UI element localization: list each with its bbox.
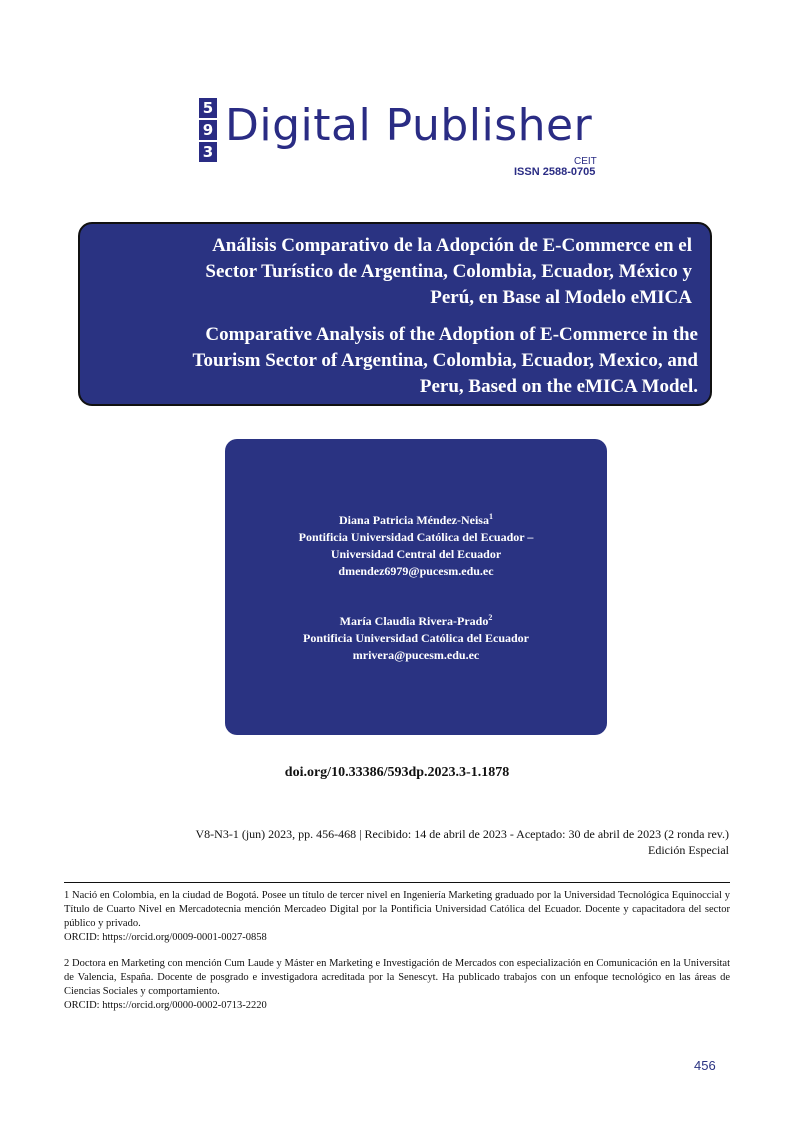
title-line: Peru, Based on the eMICA Model. — [419, 376, 698, 397]
author-affiliation: Pontificia Universidad Católica del Ecuador — [303, 631, 529, 645]
author-email[interactable]: dmendez6979@pucesm.edu.ec — [338, 564, 494, 578]
publication-meta — [49, 826, 729, 858]
footnote — [64, 889, 730, 945]
title-line: Análisis Comparativo de la Adopción de E-Commerce en el — [212, 235, 692, 256]
footnote-marker: 2 — [488, 613, 493, 622]
author-email[interactable]: mrivera@pucesm.edu.ec — [352, 648, 480, 662]
author-name-text: Diana Patricia Méndez-Neisa — [339, 513, 489, 527]
page-number: 456 — [694, 1058, 716, 1073]
logo-title: Digital Publisher — [225, 100, 593, 151]
logo-digits — [199, 98, 219, 164]
footnote-text: 1 Nació en Colombia, en la ciudad de Bogotá. Posee un título de tercer nivel en Ingeniería Marketing graduado por la Universidad Tecnológica Equinoccial y Título de Cuarto Nivel en Mercadotecnia mención Mercadeo Digital por la Pontificia Universidad Católica del Ecuador. Docente y capacitadora del sector público y privado. — [64, 890, 730, 929]
journal-logo — [199, 98, 619, 178]
logo-ceit: CEIT — [574, 156, 597, 167]
logo-digit: 9 — [199, 120, 217, 140]
title-spanish — [122, 233, 692, 311]
issn: ISSN 2588-0705 — [514, 166, 596, 178]
author-block — [225, 512, 607, 580]
footnote-divider — [64, 882, 730, 883]
footnote — [64, 957, 730, 1013]
author-block — [225, 613, 607, 664]
author-affiliation: Pontificia Universidad Católica del Ecuador – — [298, 530, 534, 544]
author-name — [225, 512, 607, 529]
author-name-text: María Claudia Rivera-Prado — [339, 614, 489, 628]
title-box — [78, 222, 712, 406]
title-english — [98, 322, 698, 400]
footnote-text: 2 Doctora en Marketing con mención Cum Laude y Máster en Marketing e Investigación de Mercados con especialización en Comunicación en la Universitat de Valencia, España. Docente de posgrado e investigadora acreditada por la Senescyt. Ha publicado trabajos con un enfoque tecnológico en las áreas de Ciencias Sociales y comportamiento. — [64, 958, 730, 997]
authors-box — [225, 439, 607, 735]
title-line: Perú, en Base al Modelo eMICA — [430, 287, 692, 308]
doi-link[interactable]: doi.org/10.33386/593dp.2023.3-1.1878 — [284, 765, 510, 780]
logo-digit: 3 — [199, 142, 217, 162]
logo-digit: 5 — [199, 98, 217, 118]
publication-info: V8-N3-1 (jun) 2023, pp. 456-468 | Recibido: 14 de abril de 2023 - Aceptado: 30 de abril de 2023 (2 ronda rev.) — [195, 827, 729, 841]
edition-label: Edición Especial — [648, 843, 729, 857]
title-line: Sector Turístico de Argentina, Colombia, Ecuador, México y — [205, 261, 692, 282]
title-line: Comparative Analysis of the Adoption of E-Commerce in the — [205, 324, 698, 345]
orcid-link[interactable]: ORCID: https://orcid.org/0000-0002-0713-2220 — [64, 1000, 267, 1011]
footnotes — [64, 889, 730, 1025]
author-name — [225, 613, 607, 630]
footnote-marker: 1 — [488, 512, 493, 521]
orcid-link[interactable]: ORCID: https://orcid.org/0009-0001-0027-0858 — [64, 932, 267, 943]
author-affiliation: Universidad Central del Ecuador — [330, 547, 502, 561]
title-line: Tourism Sector of Argentina, Colombia, Ecuador, Mexico, and — [192, 350, 698, 371]
